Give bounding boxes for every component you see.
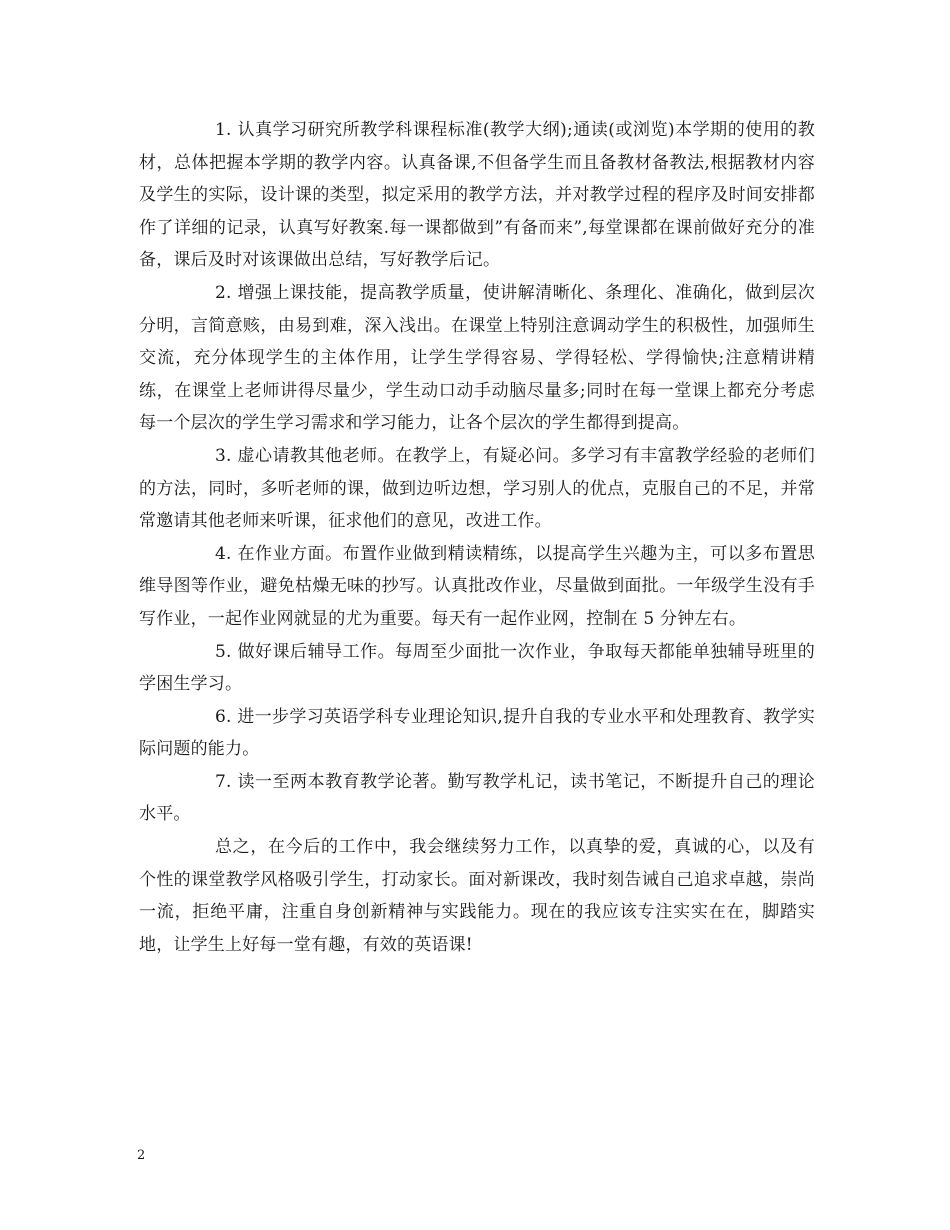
document-body	[139, 114, 815, 961]
paragraph-item-2: 2. 增强上课技能，提高教学质量，使讲解清晰化、条理化、准确化，做到层次分明，言简意赅，由易到难，深入浅出。在课堂上特别注意调动学生的积极性，加强师生交流，充分体现学生的主体作用，让学生学得容易、学得轻松、学得愉快;注意精讲精练，在课堂上老师讲得尽量少，学生动口动手动脑尽量多;同时在每一堂课上都充分考虑每一个层次的学生学习需求和学习能力，让各个层次的学生都得到提高。	[139, 282, 815, 434]
paragraph-item-6: 6. 进一步学习英语学科专业理论知识,提升自我的专业水平和处理教育、教学实际问题的能力。	[139, 706, 815, 760]
page-number: 2	[137, 1148, 146, 1163]
paragraph-item-1: 1. 认真学习研究所教学科课程标准(教学大纲);通读(或浏览)本学期的使用的教材，总体把握本学期的教学内容。认真备课,不但备学生而且备教材备教法,根据教材内容及学生的实际，设计课的类型，拟定采用的教学方法，并对教学过程的程序及时间安排都作了详细的记录，认真写好教案.每一课都做到”有备而来”,每堂课都在课前做好充分的准备，课后及时对该课做出总结，写好教学后记。	[139, 120, 815, 271]
paragraph-item-3: 3. 虚心请教其他老师。在教学上，有疑必问。多学习有丰富教学经验的老师们的方法，同时，多听老师的课，做到边听边想，学习别人的优点，克服自己的不足，并常常邀请其他老师来听课，征求他们的意见，改进工作。	[139, 445, 815, 532]
paragraph-item-4: 4. 在作业方面。布置作业做到精读精练，以提高学生兴趣为主，可以多布置思维导图等作业，避免枯燥无味的抄写。认真批改作业，尽量做到面批。一年级学生没有手写作业，一起作业网就显的尤为重要。每天有一起作业网，控制在 5 分钟左右。	[139, 543, 815, 629]
paragraph-item-5: 5. 做好课后辅导工作。每周至少面批一次作业，争取每天都能单独辅导班里的学困生学习。	[139, 641, 815, 695]
conclusion-paragraph: 总之，在今后的工作中，我会继续努力工作，以真挚的爱，真诚的心，以及有个性的课堂教学风格吸引学生，打动家长。面对新课改，我时刻告诫自己追求卓越，崇尚一流，拒绝平庸，注重自身创新精神与实践能力。现在的我应该专注实实在在，脚踏实地，让学生上好每一堂有趣，有效的英语课!	[139, 837, 815, 955]
paragraph-item-7: 7. 读一至两本教育教学论著。勤写教学札记，读书笔记，不断提升自己的理论水平。	[139, 771, 815, 825]
